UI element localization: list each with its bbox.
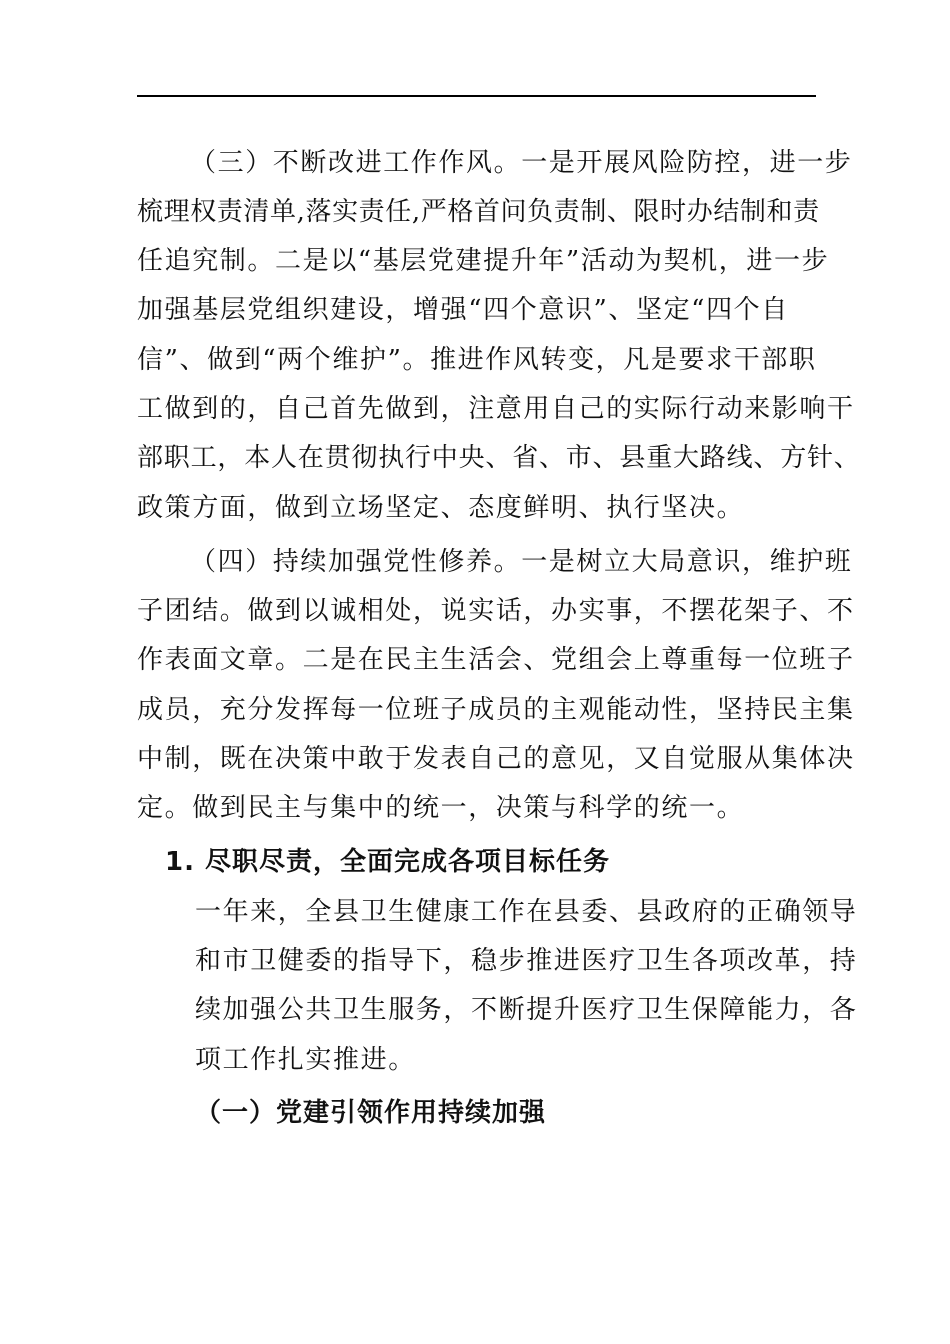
paragraph-line: 项工作扎实推进。 (195, 1045, 416, 1075)
paragraph-line: 子团结。做到以诚相处，说实话，办实事，不摆花架子、不 (137, 596, 855, 626)
paragraph-line: 和市卫健委的指导下，稳步推进医疗卫生各项改革，持 (195, 946, 858, 976)
paragraph-line: 信”、做到“两个维护”。推进作风转变，凡是要求干部职 (137, 345, 817, 375)
paragraph-line: 政策方面，做到立场坚定、态度鲜明、执行坚决。 (137, 493, 745, 523)
paragraph-line: 中制，既在决策中敢于发表自己的意见，又自觉服从集体决 (137, 744, 855, 774)
paragraph-line: 部职工，本人在贯彻执行中央、省、市、县重大路线、方针、 (137, 443, 861, 473)
paragraph-line: 加强基层党组织建设，增强“四个意识”、坚定“四个自 (137, 295, 789, 325)
numbered-heading: 1. 尽职尽责，全面完成各项目标任务 (165, 847, 611, 877)
header-rule (137, 95, 816, 97)
paragraph-line: （四）持续加强党性修养。一是树立大局意识，维护班 (190, 547, 853, 577)
paragraph-line: 作表面文章。二是在民主生活会、党组会上尊重每一位班子 (137, 645, 855, 675)
paragraph-line: 成员，充分发挥每一位班子成员的主观能动性，坚持民主集 (137, 695, 855, 725)
paragraph-line: 工做到的，自己首先做到，注意用自己的实际行动来影响干 (137, 394, 855, 424)
paragraph-line: 一年来，全县卫生健康工作在县委、县政府的正确领导 (195, 897, 858, 927)
paragraph-line: 续加强公共卫生服务，不断提升医疗卫生保障能力，各 (195, 995, 858, 1025)
paragraph-line: 定。做到民主与集中的统一，决策与科学的统一。 (137, 793, 745, 823)
paragraph-line: 梳理权责清单,落实责任,严格首问负责制、限时办结制和责 (137, 197, 820, 227)
paragraph-line: 任追究制。二是以“基层党建提升年”活动为契机，进一步 (137, 246, 830, 276)
paragraph-line: （三）不断改进工作作风。一是开展风险防控，进一步 (190, 148, 853, 178)
subsection-heading: （一）党建引领作用持续加强 (195, 1098, 547, 1128)
